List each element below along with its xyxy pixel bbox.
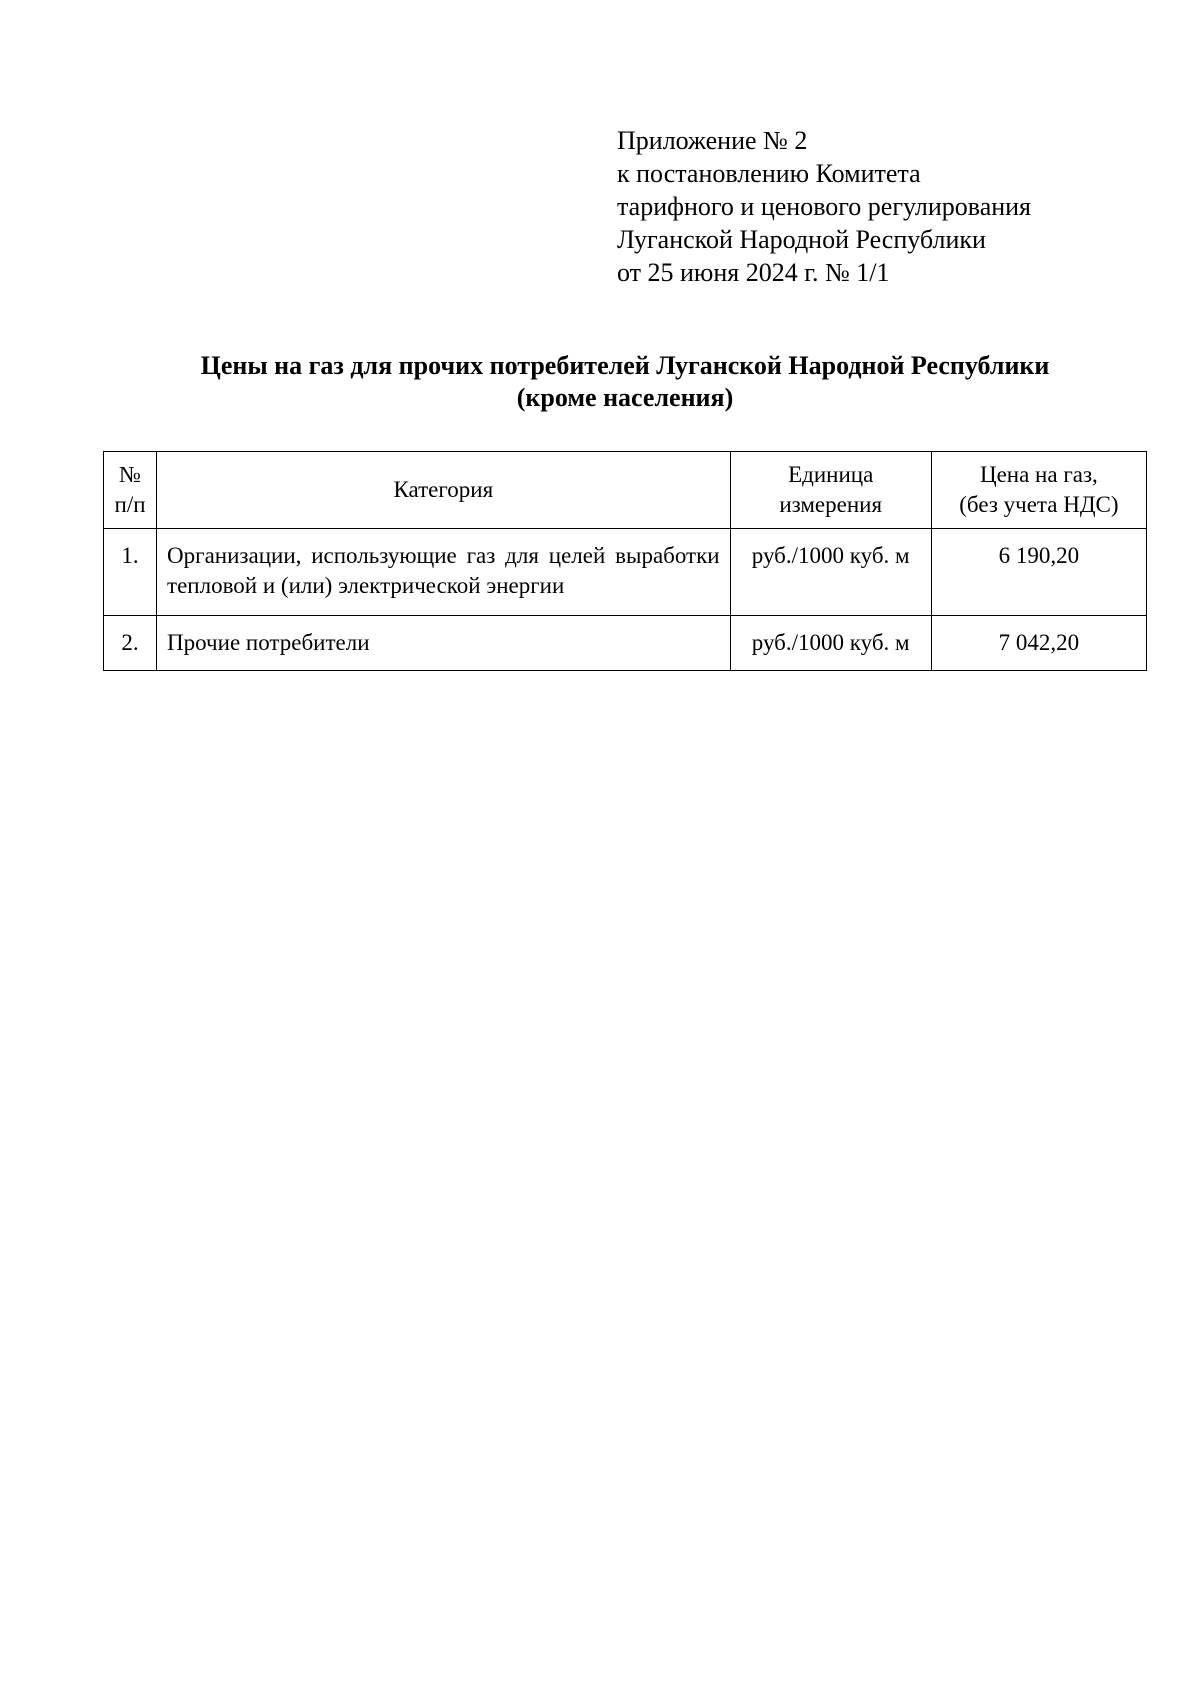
- row-category: Прочие потребители: [157, 616, 731, 671]
- header-price: [931, 452, 1146, 529]
- row-price: 6 190,20: [931, 529, 1146, 616]
- table-row: [104, 616, 1147, 671]
- header-category: [157, 452, 731, 529]
- header-unit: [730, 452, 931, 529]
- header-category-label: Категория: [393, 477, 494, 502]
- appendix-line: Луганской Народной Республики: [617, 225, 986, 254]
- appendix-line: Приложение № 2: [617, 126, 808, 155]
- document-title-line: Цены на газ для прочих потребителей Луганской Народной Республики: [200, 351, 1050, 380]
- header-num-line: п/п: [114, 492, 146, 517]
- price-table: [103, 451, 1147, 671]
- header-price-line: (без учета НДС): [959, 492, 1119, 517]
- row-unit: руб./1000 куб. м: [730, 529, 931, 616]
- appendix-line: от 25 июня 2024 г. № 1/1: [617, 258, 890, 287]
- document-title: [104, 350, 1146, 414]
- table-header-row: [104, 452, 1147, 529]
- appendix-block: [617, 124, 1031, 289]
- row-category: Организации, использующие газ для целей выработки тепловой и (или) электрической энергии: [157, 529, 731, 616]
- appendix-line: к постановлению Комитета: [617, 159, 921, 188]
- row-unit: руб./1000 куб. м: [730, 616, 931, 671]
- header-num-line: №: [119, 462, 141, 487]
- header-price-line: Цена на газ,: [979, 462, 1098, 487]
- row-price: 7 042,20: [931, 616, 1146, 671]
- header-unit-line: Единица: [788, 462, 874, 487]
- appendix-line: тарифного и ценового регулирования: [617, 192, 1032, 221]
- document-title-line: (кроме населения): [516, 383, 734, 412]
- table-row: [104, 529, 1147, 616]
- row-number: 1.: [104, 529, 157, 616]
- header-num: [104, 452, 157, 529]
- row-number: 2.: [104, 616, 157, 671]
- header-unit-line: измерения: [779, 492, 883, 517]
